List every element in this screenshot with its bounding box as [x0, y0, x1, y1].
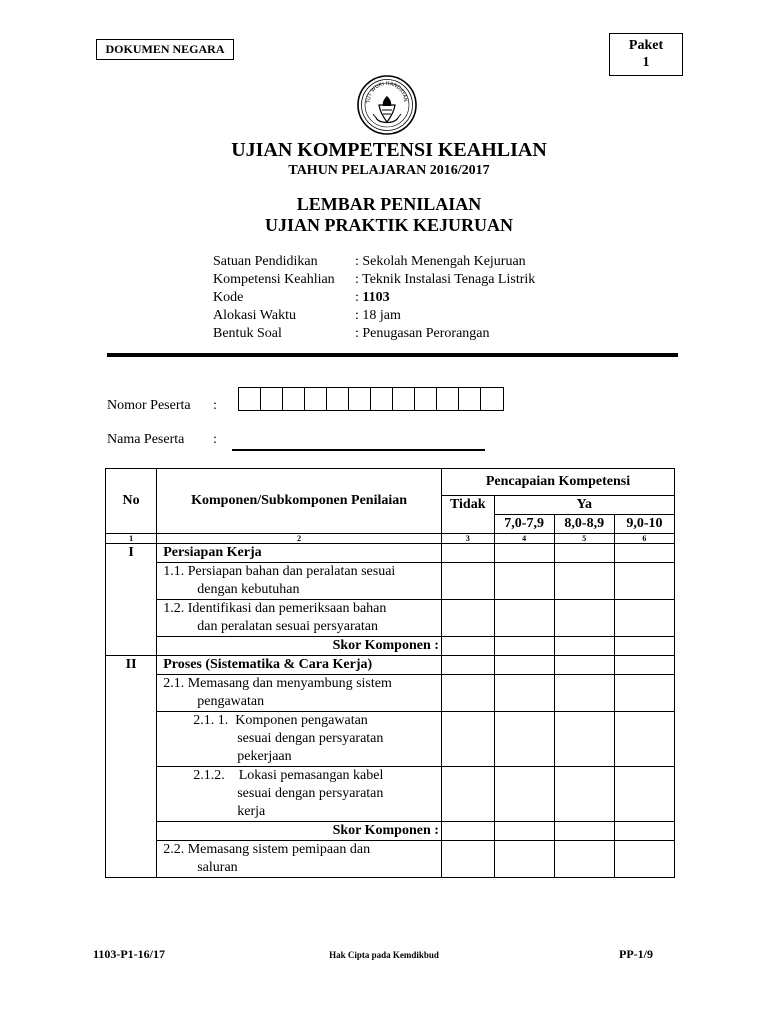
- criteria-line: 2.1. Memasang dan menyambung sistem: [163, 676, 392, 691]
- table-row: [106, 656, 675, 675]
- info-label: Kompetensi Keahlian: [213, 272, 335, 287]
- footer-page-number: PP-1/9: [619, 947, 653, 961]
- participant-name-label: Nama Peserta: [107, 432, 185, 447]
- logo-motto: TUT WURI HANDAYAN: [365, 80, 409, 104]
- criteria-line: 1.1. Persiapan bahan dan peralatan sesuai: [163, 564, 396, 579]
- criteria-item: [157, 563, 442, 600]
- score-cell[interactable]: [441, 656, 494, 675]
- subitem-number: 2.1.2.: [193, 768, 225, 783]
- criteria-item: [157, 600, 442, 637]
- score-cell[interactable]: [614, 767, 674, 822]
- score-cell[interactable]: [614, 656, 674, 675]
- score-cell[interactable]: [441, 767, 494, 822]
- criteria-subitem: [157, 767, 442, 822]
- info-value: : Sekolah Menengah Kejuruan: [355, 254, 526, 269]
- info-value: : Teknik Instalasi Tenaga Listrik: [355, 272, 536, 287]
- info-value: [355, 289, 390, 307]
- info-label: Alokasi Waktu: [213, 308, 296, 323]
- table-row: [106, 712, 675, 767]
- score-cell[interactable]: [441, 544, 494, 563]
- digit-box[interactable]: [283, 388, 305, 410]
- paket-box: [609, 33, 683, 76]
- header-ya: Ya: [494, 496, 674, 515]
- info-label: Kode: [213, 290, 244, 305]
- column-number: 3: [441, 534, 494, 544]
- table-row: [106, 675, 675, 712]
- score-cell[interactable]: [441, 822, 494, 841]
- score-cell[interactable]: [614, 600, 674, 637]
- column-number: 2: [157, 534, 442, 544]
- subitem-number: 2.1. 1.: [193, 713, 229, 728]
- digit-box[interactable]: [393, 388, 415, 410]
- criteria-line: pengawatan: [197, 694, 265, 709]
- score-cell[interactable]: [554, 841, 614, 878]
- score-cell[interactable]: [614, 637, 674, 656]
- score-cell[interactable]: [494, 675, 554, 712]
- criteria-subitem: [157, 712, 442, 767]
- header-range-8: 8,0-8,9: [554, 515, 614, 534]
- score-cell[interactable]: [614, 544, 674, 563]
- column-number: 4: [494, 534, 554, 544]
- paket-number: 1: [642, 55, 650, 70]
- score-cell[interactable]: [554, 600, 614, 637]
- score-cell[interactable]: [441, 637, 494, 656]
- assessment-table: [105, 468, 675, 878]
- score-cell[interactable]: [614, 675, 674, 712]
- participant-name-colon: :: [213, 432, 217, 447]
- score-cell[interactable]: [494, 841, 554, 878]
- subitem-text: Komponen pengawatan: [235, 713, 368, 728]
- column-number: 6: [614, 534, 674, 544]
- header-achievement: Pencapaian Kompetensi: [441, 469, 674, 496]
- score-cell[interactable]: [554, 822, 614, 841]
- info-row: [213, 289, 535, 307]
- column-number: 5: [554, 534, 614, 544]
- criteria-line: kerja: [237, 804, 266, 819]
- score-cell[interactable]: [441, 563, 494, 600]
- criteria-line: [193, 712, 441, 730]
- score-cell[interactable]: [614, 822, 674, 841]
- info-value: : 18 jam: [355, 308, 401, 323]
- info-row: [213, 253, 535, 271]
- criteria-line: dengan kebutuhan: [197, 582, 300, 597]
- table-row: [106, 600, 675, 637]
- score-cell[interactable]: [554, 637, 614, 656]
- sheet-title: LEMBAR PENILAIAN: [296, 194, 482, 214]
- header-no: No: [106, 469, 157, 534]
- section-title: Persiapan Kerja: [157, 544, 442, 563]
- header-range-7: 7,0-7,9: [494, 515, 554, 534]
- criteria-line: dan peralatan sesuai persyaratan: [197, 619, 378, 634]
- score-cell[interactable]: [494, 767, 554, 822]
- score-cell[interactable]: [441, 841, 494, 878]
- score-cell[interactable]: [494, 600, 554, 637]
- score-cell[interactable]: [554, 712, 614, 767]
- score-cell[interactable]: [494, 822, 554, 841]
- criteria-line: [193, 767, 441, 785]
- component-score-label: Skor Komponen :: [157, 637, 442, 656]
- info-label: Satuan Pendidikan: [213, 254, 318, 269]
- score-cell[interactable]: [441, 600, 494, 637]
- digit-box[interactable]: [371, 388, 393, 410]
- header-tidak: Tidak: [441, 496, 494, 534]
- header-divider: [107, 353, 678, 357]
- info-value-prefix: :: [355, 290, 363, 305]
- criteria-line: pekerjaan: [237, 749, 292, 764]
- digit-box[interactable]: [239, 388, 261, 410]
- digit-box[interactable]: [415, 388, 437, 410]
- participant-name-line[interactable]: [232, 449, 485, 451]
- digit-box[interactable]: [459, 388, 481, 410]
- info-value-code: 1103: [362, 290, 390, 305]
- table-row: [106, 563, 675, 600]
- score-cell[interactable]: [554, 563, 614, 600]
- score-cell[interactable]: [494, 712, 554, 767]
- section-title: Proses (Sistematika & Cara Kerja): [157, 656, 442, 675]
- column-number: 1: [106, 534, 157, 544]
- academic-year: TAHUN PELAJARAN 2016/2017: [288, 163, 490, 178]
- score-cell[interactable]: [614, 841, 674, 878]
- digit-box[interactable]: [327, 388, 349, 410]
- participant-number-label: Nomor Peserta: [107, 398, 191, 413]
- section-number: II: [106, 656, 157, 878]
- table-row: [106, 637, 675, 656]
- score-cell[interactable]: [441, 675, 494, 712]
- score-cell[interactable]: [614, 712, 674, 767]
- table-row: [106, 767, 675, 822]
- document-classification-label: DOKUMEN NEGARA: [96, 39, 234, 60]
- exam-info: [213, 253, 535, 343]
- criteria-line: saluran: [197, 860, 238, 875]
- score-cell[interactable]: [554, 656, 614, 675]
- criteria-line: 1.2. Identifikasi dan pemeriksaan bahan: [163, 601, 387, 616]
- criteria-line: 2.2. Memasang sistem pemipaan dan: [163, 842, 371, 857]
- participant-number-boxes[interactable]: [238, 387, 504, 411]
- info-value: : Penugasan Perorangan: [355, 326, 490, 341]
- score-cell[interactable]: [494, 637, 554, 656]
- criteria-line: sesuai dengan persyaratan: [237, 731, 384, 746]
- digit-box[interactable]: [481, 388, 503, 410]
- score-cell[interactable]: [554, 767, 614, 822]
- score-cell[interactable]: [554, 675, 614, 712]
- digit-box[interactable]: [349, 388, 371, 410]
- score-cell[interactable]: [554, 544, 614, 563]
- info-row: [213, 307, 535, 325]
- footer-copyright: Hak Cipta pada Kemdikbud: [329, 950, 439, 960]
- score-cell[interactable]: [441, 712, 494, 767]
- table-row: [106, 841, 675, 878]
- column-number-row: [106, 534, 675, 544]
- sheet-subtitle: UJIAN PRAKTIK KEJURUAN: [264, 215, 513, 235]
- criteria-line: sesuai dengan persyaratan: [237, 786, 384, 801]
- section-number: I: [106, 544, 157, 656]
- header-range-9: 9,0-10: [614, 515, 674, 534]
- score-cell[interactable]: [614, 563, 674, 600]
- tut-wuri-handayani-logo: [356, 74, 418, 136]
- table-row: [106, 822, 675, 841]
- table-row: [106, 544, 675, 563]
- info-label: Bentuk Soal: [213, 326, 282, 341]
- footer-document-code: 1103-P1-16/17: [93, 947, 165, 961]
- info-row: [213, 271, 535, 289]
- digit-box[interactable]: [261, 388, 283, 410]
- score-cell[interactable]: [494, 544, 554, 563]
- score-cell[interactable]: [494, 563, 554, 600]
- participant-number-colon: :: [213, 398, 217, 413]
- paket-label: Paket: [628, 38, 664, 53]
- criteria-item: [157, 841, 442, 878]
- info-row: [213, 325, 535, 343]
- score-cell[interactable]: [494, 656, 554, 675]
- component-score-label: Skor Komponen :: [157, 822, 442, 841]
- exam-title: UJIAN KOMPETENSI KEAHLIAN: [231, 139, 547, 161]
- subitem-text: Lokasi pemasangan kabel: [235, 768, 384, 783]
- digit-box[interactable]: [437, 388, 459, 410]
- header-component: Komponen/Subkomponen Penilaian: [157, 469, 442, 534]
- digit-box[interactable]: [305, 388, 327, 410]
- criteria-item: [157, 675, 442, 712]
